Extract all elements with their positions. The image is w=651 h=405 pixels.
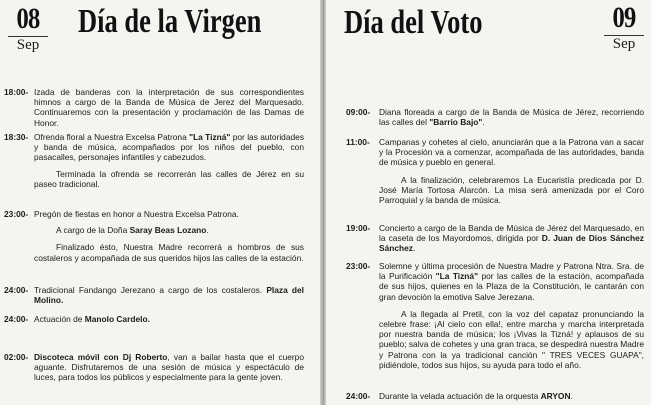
schedule-entry bbox=[346, 137, 644, 205]
entry-time: 11:00- bbox=[346, 137, 370, 147]
entry-text: Pregón de fiestas en honor a Nuestra Excelsa Patrona. bbox=[34, 209, 239, 219]
entry-time: 23:00- bbox=[346, 261, 371, 271]
schedule-entry bbox=[4, 209, 304, 263]
entry-time: 19:00- bbox=[346, 223, 371, 233]
right-page bbox=[326, 0, 651, 405]
schedule-entry bbox=[4, 87, 304, 128]
schedule-entry bbox=[4, 132, 304, 189]
day-badge bbox=[8, 4, 48, 53]
entry-text: Solemne y última procesión de Nuestra Madre y Patrona Ntra. Sra. de la Purificación "La Tizná" por las calles de la estación, acompañada de sus hijos, quienes en la Plaza de la Constitución, le cantarán con gran devoción la emotiva Salve Jerezana. bbox=[379, 261, 644, 302]
entry-paragraph: A la llegada al Pretil, con la voz del capataz pronunciando la celebre frase: ¡Al cielo con ella!, entre marcha y marcha interpretada por nuestra banda de música; los ¡Vivas la Tizná! y aplausos de su pueblo; salva de cohetes y una gran traca, se despedirá nuestra Madre y Patrona con la ya tradicional canción " TRES VECES GUAPA", pidiéndole, todos sus hijos, su ayuda para todo el año. bbox=[379, 308, 644, 370]
schedule-entry bbox=[346, 107, 644, 127]
entry-text: Actuación de Manolo Cardelo. bbox=[34, 314, 150, 324]
entry-paragraph: Finalizado ésto, Nuestra Madre recorrerá a hombros de sus costaleros y acompañada de sus queridos hijos las calles de la estación. bbox=[34, 242, 304, 263]
entry-time: 02:00- bbox=[4, 352, 29, 362]
schedule-entry bbox=[346, 261, 644, 370]
orchestra-name: ARYON bbox=[540, 391, 571, 401]
page-title: Día de la Virgen bbox=[78, 3, 262, 40]
venue-name: Plaza del Molino. bbox=[34, 285, 304, 306]
left-page bbox=[0, 0, 322, 405]
barrio-name: "Barrio Bajo" bbox=[429, 117, 483, 128]
speaker-name: Saray Beas Lozano bbox=[129, 225, 207, 236]
page-title: Día del Voto bbox=[344, 4, 483, 41]
day-badge bbox=[604, 3, 644, 52]
entry-text: Discoteca móvil con Dj Roberto, van a bailar hasta que el cuerpo aguante. Disfrutaremos de una sesión de música y espectáculo de luces, para todos los públicos y especialmente para la gente joven. bbox=[34, 352, 304, 383]
entry-paragraph: A la finalización, celebraremos La Eucaristía predicada por D. José María Tortosa Alarcón. La misa será amenizada por el Coro Parroquial y la banda de música. bbox=[379, 174, 644, 206]
entry-text: Diana floreada a cargo de la Banda de Música de Jérez, recorriendo las calles del "Barrio Bajo". bbox=[379, 107, 644, 128]
event-name: Discoteca móvil con Dj Roberto bbox=[34, 352, 168, 362]
schedule-entry bbox=[346, 391, 644, 401]
entry-text: Concierto a cargo de la Banda de Música de Jérez del Marquesado, en la caseta de los Mayordomos, dirigida por D. Juan de Dios Sánchez Sánchez. bbox=[379, 223, 644, 254]
schedule-entry bbox=[346, 223, 644, 254]
entry-time: 18:30- bbox=[4, 132, 29, 142]
schedule-entry bbox=[4, 352, 304, 383]
performer-name: Manolo Cardelo. bbox=[84, 314, 150, 324]
entry-time: 24:00- bbox=[4, 314, 29, 324]
entry-time: 18:00- bbox=[4, 87, 29, 97]
day-number: 08 bbox=[16, 2, 40, 35]
entry-text: Campanas y cohetes al cielo, anunciarán que a la Patrona van a sacar y la Procesión va a comenzar, acompañada de las autoridades, banda de música y pueblo en general. bbox=[379, 137, 644, 168]
entry-text: Ofrenda floral a Nuestra Excelsa Patrona "La Tizná" por las autoridades y banda de música, acompañados por los niños del pueblo, con pasacalles, personajes infantiles y cabezudos. bbox=[34, 132, 305, 163]
entry-time: 24:00- bbox=[346, 391, 371, 401]
entry-time: 23:00- bbox=[4, 209, 29, 219]
entry-paragraph: A cargo de la Doña Saray Beas Lozano. bbox=[56, 225, 209, 236]
schedule-entry bbox=[4, 285, 304, 305]
entry-text: Tradicional Fandango Jerezano a cargo de los costaleros. Plaza del Molino. bbox=[34, 285, 304, 306]
schedule-entry bbox=[4, 314, 304, 324]
entry-time: 09:00- bbox=[346, 107, 371, 117]
entry-text: Durante la velada actuación de la orquesta ARYON. bbox=[379, 391, 573, 401]
day-month: Sep bbox=[16, 37, 40, 53]
day-month: Sep bbox=[612, 36, 636, 52]
patrona-name: "La Tizná" bbox=[435, 271, 479, 282]
entry-text: Izada de banderas con la interpretación de sus correspondientes himnos a cargo de la Banda de Música de Jerez del Marquesado. Continuaremos con la presentación y proclamación de las Damas de Honor. bbox=[34, 87, 304, 128]
director-name: D. Juan de Dios Sánchez Sánchez bbox=[379, 233, 644, 254]
day-number: 09 bbox=[612, 1, 636, 34]
entry-paragraph: Terminada la ofrenda se recorrerán las calles de Jérez en su paseo tradicional. bbox=[34, 168, 304, 189]
patrona-name: "La Tizná" bbox=[189, 132, 231, 142]
entry-time: 24:00- bbox=[4, 285, 29, 295]
